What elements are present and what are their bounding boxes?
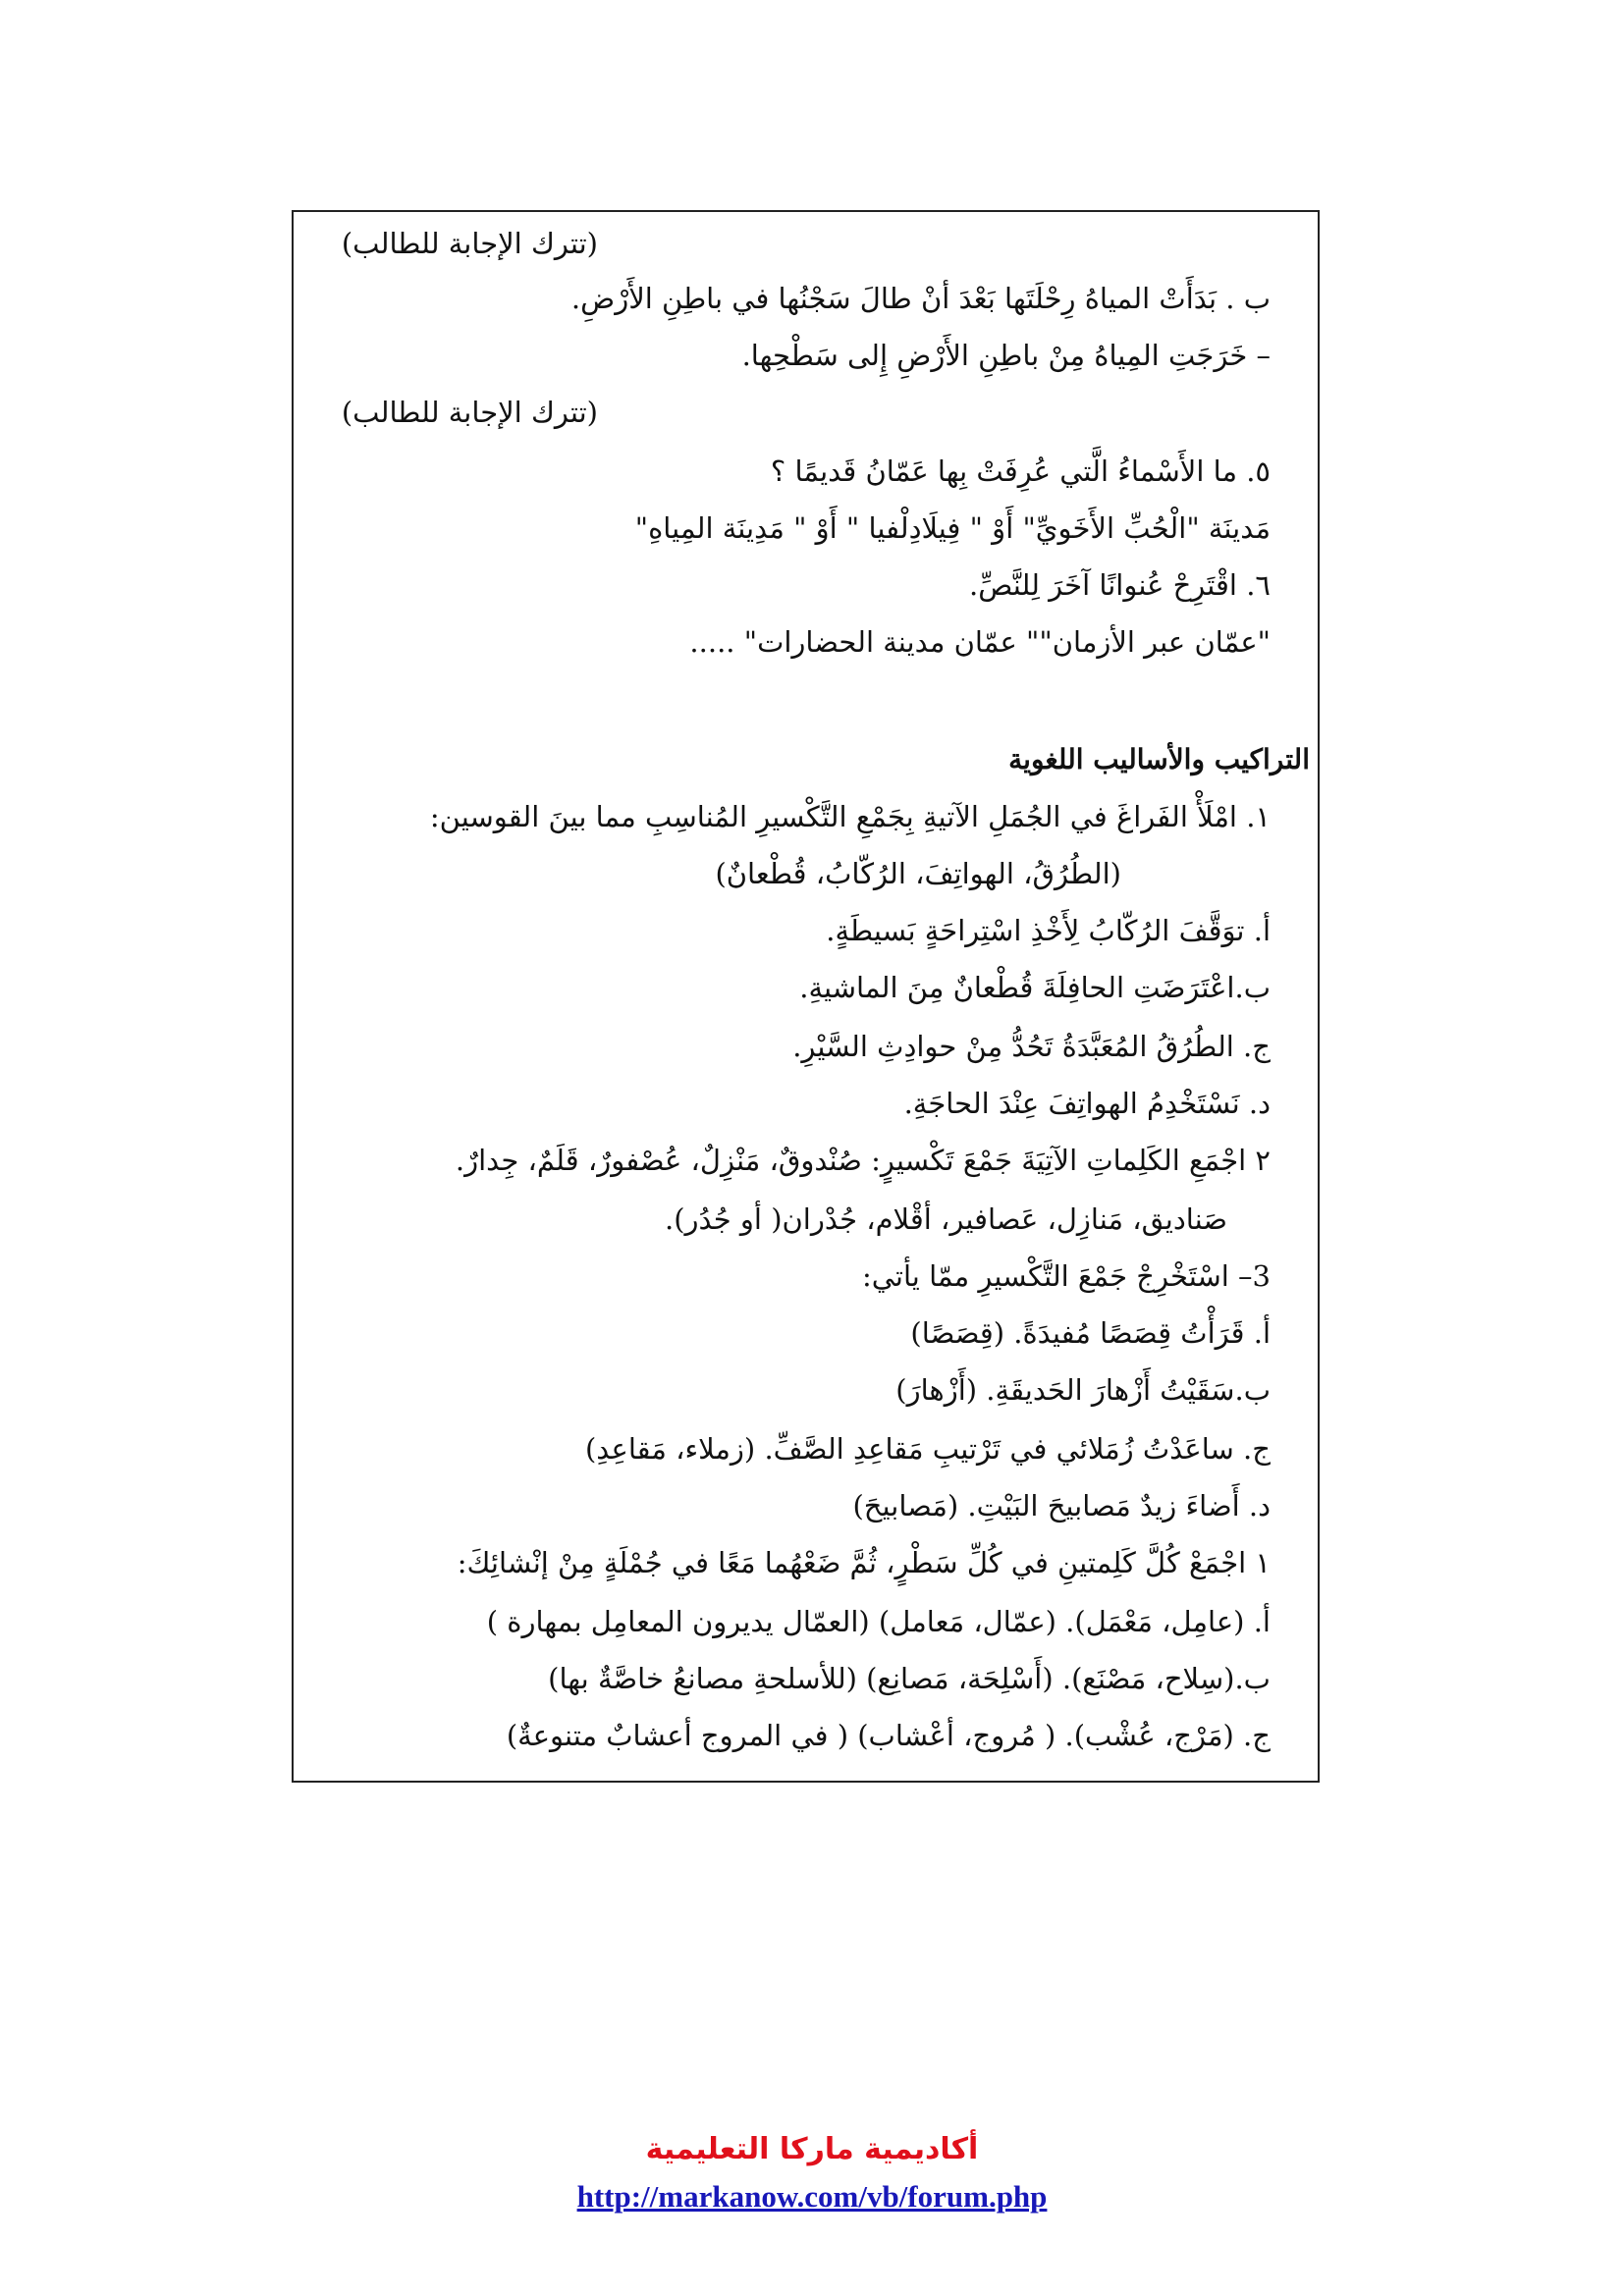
exercise-1-instruction: ١. امْلَأْ الفَراغَ في الجُمَلِ الآتيةِ بِجَمْعِ التَّكْسيرِ المُناسِبِ مما بينَ القوسين: [429,800,1271,833]
section-heading: التراكيب والأساليب اللغوية [1008,743,1310,775]
answer-note: (تترك الإجابة للطالب) [341,396,598,429]
footer-link[interactable]: http://markanow.com/vb/forum.php [576,2179,1048,2214]
list-item: ب.اعْتَرَضَتِ الحافِلَةَ قُطْعانٌ مِنَ الماشيةِ. [799,971,1271,1004]
list-item: د. أَضاءَ زيدٌ مَصابيحَ البَيْتِ. (مَصابيحَ) [852,1489,1271,1522]
list-item: أ. (عامِل، مَعْمَل). (عمّال، مَعامل) (العمّال يديرون المعامِل بمهارة ) [486,1605,1271,1638]
text-line: ب . بَدَأَتْ المياهُ رِحْلَتَها بَعْدَ أنْ طالَ سَجْنُها في باطِنِ الأَرْضِ. [570,282,1271,315]
answer-note: (تترك الإجابة للطالب) [341,227,598,260]
footer-title: أكاديمية ماركا التعليمية [645,2132,979,2166]
exercise-4-instruction: ١ اجْمَعْ كُلَّ كَلِمتينِ في كُلِّ سَطْرٍ، ثُمَّ ضَعْهُما مَعًا في جُمْلَةٍ مِنْ إنْشائِكَ: [457,1546,1271,1579]
exercise-3-instruction: 3– اسْتَخْرِجْ جَمْعَ التَّكْسيرِ ممّا يأتي: [861,1259,1271,1293]
question-5: ٥. ما الأَسْماءُ الَّتي عُرِفَتْ بِها عَمّانُ قَديمًا ؟ [770,454,1271,488]
text-line: – خَرَجَتِ المِياهُ مِنْ باطِنِ الأَرْضِ إِلى سَطْحِها. [741,339,1271,372]
exercise-2-instruction: ٢ اجْمَعِ الكَلِماتِ الآتِيَةَ جَمْعَ تَكْسيرٍ: صُنْدوقٌ، مَنْزِلٌ، عُصْفورٌ، قَلَمٌ، جِدارٌ. [455,1144,1271,1177]
list-item: ج. (مَرْج، عُشْب). ( مُروج، أعْشاب) ( في المروج أعشابٌ متنوعةٌ) [506,1719,1271,1752]
list-item: د. نَسْتَخْدِمُ الهواتِفَ عِنْدَ الحاجَةِ. [903,1087,1271,1120]
answer-5: مَدينَة "الْحُبِّ الأَخَويِّ" أَوْ " فِيلَادِلْفيا " أَوْ " مَدِينَة المِياهِ" [634,511,1271,545]
question-6: ٦. اقْتَرِحْ عُنوانًا آخَرَ لِلنَّصِّ. [969,568,1271,602]
exercise-2-answer: صَناديق، مَنازِل، عَصافير، أقْلام، جُدْران( أو جُدُر). [665,1202,1227,1236]
list-item: ج. الطُرُقُ المُعَبَّدَةُ تَحُدُّ مِنْ حوادِثِ السَّيْرِ. [792,1030,1271,1063]
list-item: أ. قَرَأْتُ قِصَصًا مُفيدَةً. (قِصَصًا) [910,1316,1271,1350]
list-item: ج. ساعَدْتُ زُمَلائي في تَرْتيبِ مَقاعِدِ الصَّفِّ. (زملاء، مَقاعِدِ) [584,1432,1271,1466]
list-item: ب.سَقَيْتُ أَزْهارَ الحَديقَةِ. (أَزْهارَ) [895,1373,1271,1407]
exercise-1-words: (الطُرُقُ، الهواتِفَ، الرُكّابُ، قُطْعانٌ) [715,857,1121,890]
content-box [292,210,1320,1783]
answer-6: "عمّان عبر الأزمان"" عمّان مدينة الحضارات" ..... [689,625,1271,659]
list-item: أ. توَقَّفَ الرُكّابُ لِأَخْذِ اسْتِراحَةٍ بَسيطَةٍ. [826,914,1271,947]
list-item: ب.(سِلاح، مَصْنَع). (أَسْلِحَة، مَصانِع) (للأسلحةِ مصانعُ خاصَّةٌ بها) [548,1662,1271,1695]
